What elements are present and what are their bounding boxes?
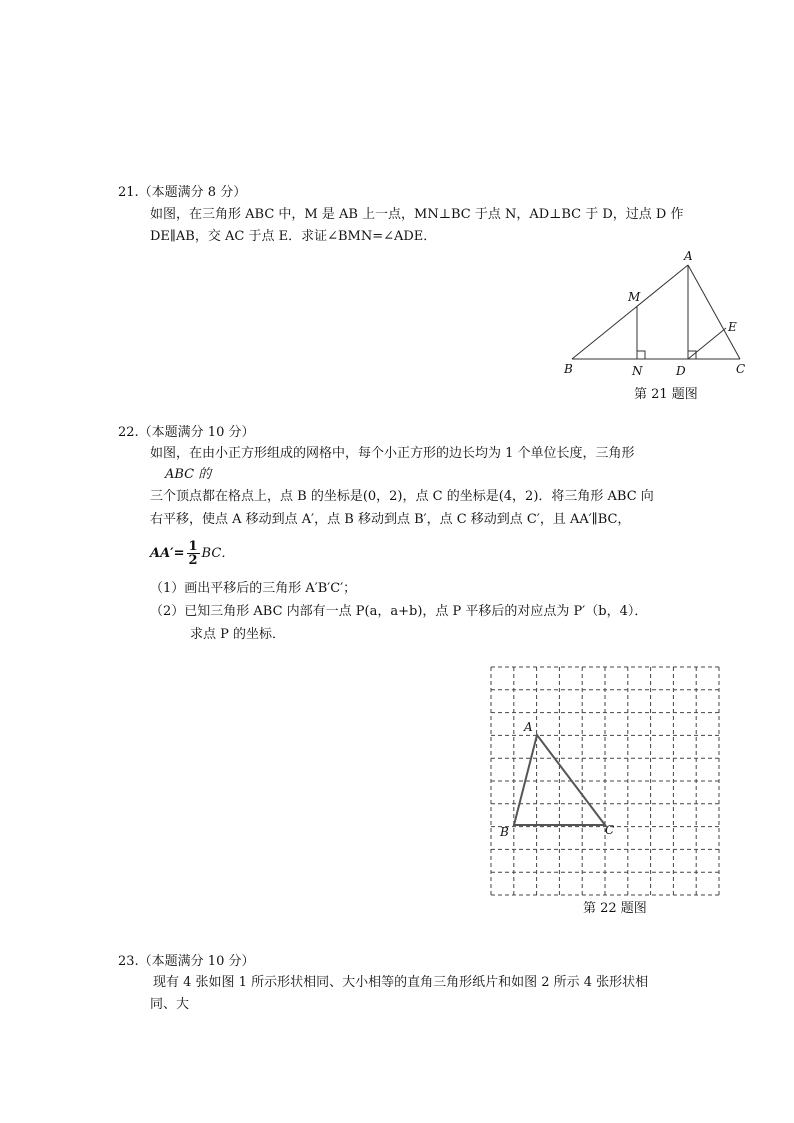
q22-label-a: A: [524, 720, 533, 734]
q22-fraction-numerator: 1: [188, 539, 198, 554]
q22-fraction: [187, 540, 200, 567]
q22-part2: （2）已知三角形 ABC 内部有一点 P(a，a+b)，点 P 平移后的对应点为 P′（b，4）．: [150, 604, 648, 619]
q21-label-b: B: [564, 362, 573, 376]
q22-text-line3: 右平移，使点 A 移动到点 A′，点 B 移动到点 B′，点 C 移动到点 C′，且 AA′∥BC，: [150, 512, 631, 527]
q22-text-line1b: ABC 的: [165, 467, 212, 482]
q23-header: 23.（本题满分 10 分）: [118, 954, 255, 969]
q22-part2b: 求点 P 的坐标．: [190, 627, 286, 642]
q21-header: 21.（本题满分 8 分）: [118, 185, 247, 200]
q22-label-c: C: [605, 823, 615, 837]
q21-right-angle-n: [637, 351, 645, 359]
q21-text-line2: DE∥AB，交 AC 于点 E．求证∠BMN=∠ADE．: [150, 229, 437, 244]
q21-label-d: D: [676, 364, 686, 378]
q21-label-e: E: [728, 320, 737, 334]
q22-caption: 第 22 题图: [583, 901, 647, 916]
q22-header: 22.（本题满分 10 分）: [118, 425, 255, 440]
q22-part1: （1）画出平移后的三角形 A′B′C′；: [150, 581, 357, 596]
q22-grid-figure: [480, 655, 730, 923]
q22-aa-prime: AA′=: [150, 546, 185, 561]
q21-label-m: M: [628, 290, 641, 304]
q23-text-line1: 现有 4 张如图 1 所示形状相同、大小相等的直角三角形纸片和如图 2 所示 4 张形状相: [153, 975, 649, 990]
q22-bc: BC．: [201, 546, 235, 561]
q23-text-line2: 同、大: [150, 997, 190, 1012]
q21-label-c: C: [736, 362, 746, 376]
q21-segment-de: [688, 328, 726, 359]
q22-text-line2: 三个顶点都在格点上，点 B 的坐标是(0，2)，点 C 的坐标是(4，2)．将三角形 ABC 向: [150, 489, 654, 504]
q22-label-b: B: [500, 825, 509, 839]
q21-side-ba: [572, 265, 688, 359]
q22-fraction-denominator: 2: [188, 553, 198, 568]
q21-side-ac: [688, 265, 740, 359]
q21-label-a: A: [684, 249, 693, 263]
q21-caption: 第 21 题图: [634, 387, 698, 402]
q22-text-line1: 如图，在由小正方形组成的网格中，每个小正方形的边长均为 1 个单位长度，三角形: [150, 446, 635, 461]
q21-label-n: N: [632, 364, 643, 378]
q22-text-line4: [150, 539, 234, 569]
q21-text-line1: 如图，在三角形 ABC 中，M 是 AB 上一点，MN⊥BC 于点 N，AD⊥BC 于 D，过点 D 作: [150, 207, 684, 222]
q21-figure: [560, 245, 760, 405]
